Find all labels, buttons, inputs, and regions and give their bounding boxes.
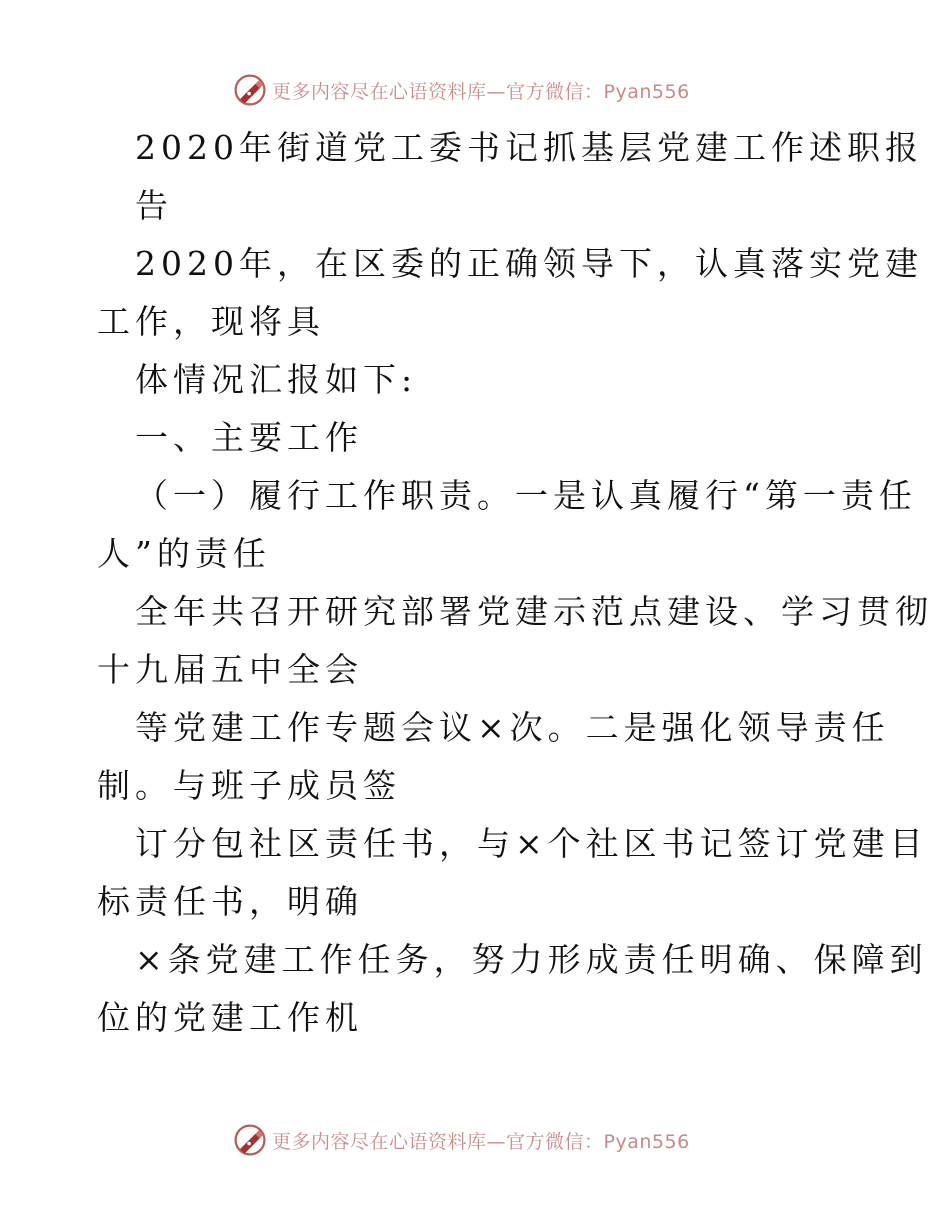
paragraph-line: 全年共召开研究部署党建示范点建设、学习贯彻 <box>135 592 933 631</box>
paragraph-line: 订分包社区责任书，与×个社区书记签订党建目 <box>135 824 928 863</box>
paragraph-line: 工作，现将具 <box>97 302 325 341</box>
paragraph-line: 体情况汇报如下: <box>135 360 418 399</box>
paragraph-line: 标责任书，明确 <box>97 882 363 921</box>
watermark-footer <box>232 1120 690 1160</box>
paragraph-line: 制。与班子成员签 <box>97 766 401 805</box>
paragraph-line: 等党建工作专题会议×次。二是强化领导责任 <box>135 708 890 747</box>
document-title-line-1: 2020年街道党工委书记抓基层党建工作述职报 <box>135 128 923 167</box>
paragraph-line: ×条党建工作任务，努力形成责任明确、保障到 <box>135 940 928 979</box>
paragraph-line: 位的党建工作机 <box>97 998 363 1037</box>
section-heading: 一、主要工作 <box>135 418 363 457</box>
paragraph-line: 人”的责任 <box>97 534 271 573</box>
paragraph-line: （一）履行工作职责。一是认真履行“第一责任 <box>135 476 917 515</box>
pen-nib-logo-icon <box>232 72 268 108</box>
document-title-line-2: 告 <box>135 186 173 225</box>
watermark-text: 更多内容尽在心语资料库—官方微信：Pyan556 <box>272 1130 690 1153</box>
watermark-text: 更多内容尽在心语资料库—官方微信：Pyan556 <box>272 80 690 103</box>
watermark-header <box>232 70 690 110</box>
paragraph-line: 2020年，在区委的正确领导下，认真落实党建 <box>135 244 923 283</box>
pen-nib-logo-icon <box>232 1122 268 1158</box>
paragraph-line: 十九届五中全会 <box>97 650 363 689</box>
